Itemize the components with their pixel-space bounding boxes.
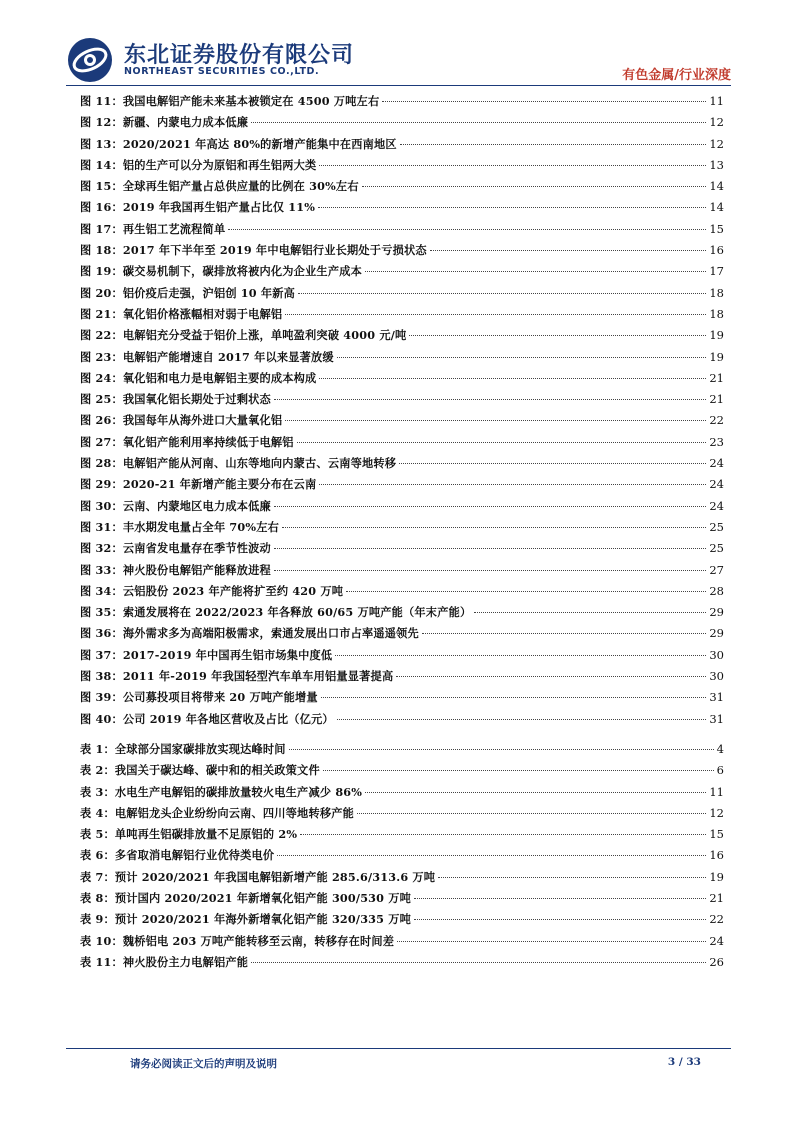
figure-entry-page: 17: [709, 264, 724, 279]
dot-leader: [300, 834, 706, 835]
dot-leader: [357, 813, 706, 814]
figure-entry-label: 图 11：我国电解铝产能未来基本被锁定在 4500 万吨左右: [80, 94, 380, 108]
figure-entry-label: 图 31：丰水期发电量占全年 70%左右: [80, 519, 279, 534]
table-entry-page: 4: [716, 742, 724, 756]
dot-leader: [319, 378, 706, 379]
figure-entry[interactable]: [80, 221, 724, 242]
figure-entry-label: 图 26：我国每年从海外进口大量氧化铝: [80, 413, 283, 428]
dot-leader: [277, 855, 706, 856]
table-entry[interactable]: [80, 805, 724, 826]
figure-entry[interactable]: [80, 412, 724, 433]
dot-leader: [319, 165, 706, 166]
dot-leader: [414, 898, 706, 899]
figure-entry-label: 图 18：2017 年下半年至 2019 年中电解铝行业长期处于亏损状态: [80, 243, 427, 258]
figure-entry-page: 31: [709, 690, 724, 705]
figure-entry-page: 18: [709, 285, 724, 300]
dot-leader: [274, 506, 706, 507]
table-entry-page: 11: [709, 784, 724, 799]
figure-entry-page: 15: [709, 221, 724, 236]
figure-entry[interactable]: [80, 285, 724, 306]
figure-entry[interactable]: [80, 604, 724, 625]
table-entry[interactable]: [80, 784, 724, 805]
figure-entry-page: 29: [709, 605, 724, 620]
table-entry-label: 表 5：单吨再生铝碳排放量不足原铝的 2%: [80, 827, 298, 842]
dot-leader: [274, 570, 706, 571]
dot-leader: [337, 357, 707, 358]
figure-entry-page: 21: [709, 370, 724, 385]
figure-entry-page: 24: [709, 456, 724, 471]
figure-entry-page: 16: [709, 243, 724, 258]
figure-entry-page: 18: [709, 306, 724, 321]
figure-entry-label: 图 17：再生铝工艺流程简单: [80, 221, 226, 236]
dot-leader: [251, 122, 706, 123]
figure-entry[interactable]: [80, 668, 724, 689]
figure-entry-label: 图 25：我国氧化铝长期处于过剩状态: [80, 392, 271, 407]
figure-entry-label: 图 36：海外需求多为高端阳极需求，索通发展出口市占率遥遥领先: [80, 626, 419, 641]
figure-entry-page: 14: [709, 179, 724, 194]
figure-entry-label: 图 37：2017-2019 年中国再生铝市场集中度低: [80, 647, 333, 662]
figure-entry[interactable]: [80, 455, 724, 476]
dot-leader: [399, 463, 706, 464]
table-entry-label: 表 8：预计国内 2020/2021 年新增氧化铝产能 300/530 万吨: [80, 891, 412, 906]
figure-entry-page: 14: [709, 200, 724, 215]
figure-entry[interactable]: [80, 391, 724, 412]
figure-entry[interactable]: [80, 306, 724, 327]
table-entry[interactable]: [80, 741, 724, 762]
dot-leader: [285, 314, 706, 315]
figure-entry-page: 24: [709, 477, 724, 492]
table-entry-label: 表 2：我国关于碳达峰、碳中和的相关政策文件: [80, 763, 320, 778]
figure-entry[interactable]: [80, 498, 724, 519]
figure-entry-page: 12: [709, 136, 724, 151]
table-entry-page: 15: [709, 827, 724, 842]
figure-entry-label: 图 28：电解铝产能从河南、山东等地向内蒙古、云南等地转移: [80, 456, 397, 471]
table-entry-label: 表 3：水电生产电解铝的碳排放量较火电生产减少 86%: [80, 784, 363, 799]
page-number: 3 / 33: [667, 1056, 701, 1068]
figure-entry-page: 25: [709, 519, 724, 534]
table-entry[interactable]: [80, 826, 724, 847]
dot-leader: [318, 207, 706, 208]
figure-entry-page: 30: [709, 647, 724, 662]
figure-entry-page: 19: [709, 328, 724, 343]
dot-leader: [323, 770, 714, 771]
footer-disclaimer: 请务必阅读正文后的声明及说明: [130, 1058, 277, 1070]
table-entry[interactable]: [80, 933, 724, 954]
dot-leader: [382, 101, 706, 102]
dot-leader: [297, 442, 707, 443]
figure-entry-page: 31: [709, 711, 724, 726]
table-entry[interactable]: [80, 847, 724, 868]
company-name-en: NORTHEAST SECURITIES CO.,LTD.: [124, 66, 320, 77]
dot-leader: [228, 229, 706, 230]
figure-entry-label: 图 24：氧化铝和电力是电解铝主要的成本构成: [80, 370, 317, 385]
figure-entry-page: 30: [709, 669, 724, 684]
dot-leader: [430, 250, 707, 251]
figure-entry-label: 图 21：氧化铝价格涨幅相对弱于电解铝: [80, 306, 283, 321]
dot-leader: [282, 527, 706, 528]
figure-entry-label: 图 27：氧化铝产能利用率持续低于电解铝: [80, 434, 294, 449]
figure-entry-page: 23: [709, 434, 724, 449]
figure-entry[interactable]: [80, 114, 724, 135]
table-list: [80, 741, 724, 975]
table-entry-page: 24: [709, 933, 724, 948]
figure-entry-label: 图 23：电解铝产能增速自 2017 年以来显著放缓: [80, 349, 334, 364]
figure-entry-page: 21: [709, 392, 724, 407]
dot-leader: [319, 484, 706, 485]
table-entry-page: 26: [709, 954, 724, 969]
northeast-securities-logo-icon: [66, 36, 114, 84]
table-entry[interactable]: [80, 762, 724, 783]
figure-entry[interactable]: [80, 540, 724, 561]
dot-leader: [285, 420, 706, 421]
dot-leader: [337, 719, 707, 720]
figure-entry-page: 24: [709, 498, 724, 513]
dot-leader: [362, 186, 707, 187]
dot-leader: [365, 792, 706, 793]
figure-entry[interactable]: [80, 689, 724, 710]
dot-leader: [397, 941, 706, 942]
figure-entry-page: 29: [709, 626, 724, 641]
figure-entry-label: 图 40：公司 2019 年各地区营收及占比（亿元）: [80, 711, 334, 726]
table-entry-page: 19: [709, 869, 724, 884]
figure-entry[interactable]: [80, 263, 724, 284]
figure-entry[interactable]: [80, 434, 724, 455]
figure-entry-label: 图 30：云南、内蒙地区电力成本低廉: [80, 498, 271, 513]
figure-entry-page: 13: [709, 157, 724, 172]
table-entry-label: 表 4：电解铝龙头企业纷纷向云南、四川等地转移产能: [80, 805, 354, 820]
figure-entry-label: 图 32：云南省发电量存在季节性波动: [80, 541, 271, 556]
table-entry[interactable]: [80, 954, 724, 975]
figure-entry-label: 图 39：公司募投项目将带来 20 万吨产能增量: [80, 690, 318, 705]
table-entry-label: 表 11：神火股份主力电解铝产能: [80, 954, 249, 969]
table-entry-label: 表 9：预计 2020/2021 年海外新增氧化铝产能 320/335 万吨: [80, 912, 412, 927]
company-name-cn: 东北证券股份有限公司: [124, 43, 355, 68]
figure-entry[interactable]: [80, 178, 724, 199]
dot-leader: [438, 877, 706, 878]
footer-divider: [66, 1048, 731, 1049]
figure-entry[interactable]: [80, 242, 724, 263]
figure-entry[interactable]: [80, 327, 724, 348]
dot-leader: [396, 676, 706, 677]
table-entry[interactable]: [80, 890, 724, 911]
figure-entry-label: 图 19：碳交易机制下，碳排放将被内化为企业生产成本: [80, 264, 362, 279]
figure-entry[interactable]: [80, 370, 724, 391]
figure-entry[interactable]: [80, 625, 724, 646]
dot-leader: [474, 612, 706, 613]
dot-leader: [365, 271, 706, 272]
figure-entry-label: 图 22：电解铝充分受益于铝价上涨，单吨盈利突破 4000 元/吨: [80, 328, 407, 343]
dot-leader: [274, 548, 706, 549]
table-entry-label: 表 10：魏桥铝电 203 万吨产能转移至云南，转移存在时间差: [80, 933, 395, 948]
figure-entry-page: 22: [709, 413, 724, 428]
figure-entry-page: 12: [709, 115, 724, 130]
table-entry-label: 表 1：全球部分国家碳排放实现达峰时间: [80, 742, 286, 756]
dot-leader: [298, 293, 706, 294]
dot-leader: [251, 962, 706, 963]
table-entry[interactable]: [80, 911, 724, 932]
figure-entry-page: 28: [709, 583, 724, 598]
table-entry-page: 22: [709, 912, 724, 927]
dot-leader: [422, 633, 706, 634]
figure-entry-page: 27: [709, 562, 724, 577]
figure-entry-label: 图 16：2019 年我国再生铝产量占比仅 11%: [80, 200, 316, 215]
figure-entry[interactable]: [80, 583, 724, 604]
figure-entry[interactable]: [80, 136, 724, 157]
figure-entry[interactable]: [80, 647, 724, 668]
figure-entry-label: 图 13：2020/2021 年高达 80%的新增产能集中在西南地区: [80, 136, 397, 151]
figure-entry-page: 19: [709, 349, 724, 364]
figure-entry[interactable]: [80, 93, 724, 114]
table-entry-label: 表 6：多省取消电解铝行业优待类电价: [80, 848, 275, 863]
dot-leader: [289, 749, 714, 750]
figure-entry-label: 图 35：索通发展将在 2022/2023 年各释放 60/65 万吨产能（年末产能）: [80, 605, 472, 620]
figure-entry-page: 25: [709, 541, 724, 556]
figure-entry-label: 图 33：神火股份电解铝产能释放进程: [80, 562, 271, 577]
figure-entry[interactable]: [80, 349, 724, 370]
dot-leader: [409, 335, 706, 336]
figure-entry[interactable]: [80, 519, 724, 540]
dot-leader: [274, 399, 706, 400]
figure-entry-label: 图 20：铝价疫后走强，沪铝创 10 年新高: [80, 285, 296, 300]
figure-entry-label: 图 38：2011 年-2019 年我国轻型汽车单车用铝量显著提高: [80, 669, 394, 684]
figure-entry-page: 11: [709, 94, 724, 108]
header-divider: [66, 85, 731, 86]
table-entry-page: 21: [709, 891, 724, 906]
figure-entry[interactable]: [80, 199, 724, 220]
dot-leader: [400, 144, 707, 145]
dot-leader: [335, 655, 706, 656]
table-entry-page: 12: [709, 805, 724, 820]
table-entry[interactable]: [80, 869, 724, 890]
figure-entry-label: 图 34：云铝股份 2023 年产能将扩至约 420 万吨: [80, 583, 344, 598]
report-sector: 有色金属/行业深度: [622, 68, 731, 83]
figure-entry-label: 图 29：2020-21 年新增产能主要分布在云南: [80, 477, 317, 492]
dot-leader: [346, 591, 706, 592]
figure-entry-label: 图 14：铝的生产可以分为原铝和再生铝两大类: [80, 157, 317, 172]
dot-leader: [321, 697, 707, 698]
figure-entry-label: 图 15：全球再生铝产量占总供应量的比例在 30%左右: [80, 179, 359, 194]
table-entry-page: 16: [709, 848, 724, 863]
page-header: [0, 0, 793, 90]
figure-entry[interactable]: [80, 157, 724, 178]
figure-entry[interactable]: [80, 476, 724, 497]
dot-leader: [414, 919, 706, 920]
figure-entry[interactable]: [80, 562, 724, 583]
figure-list: [80, 93, 724, 732]
table-entry-page: 6: [716, 763, 724, 778]
table-entry-label: 表 7：预计 2020/2021 年我国电解铝新增产能 285.6/313.6 万吨: [80, 869, 436, 884]
figure-entry-label: 图 12：新疆、内蒙电力成本低廉: [80, 115, 249, 130]
figure-entry[interactable]: [80, 711, 724, 732]
